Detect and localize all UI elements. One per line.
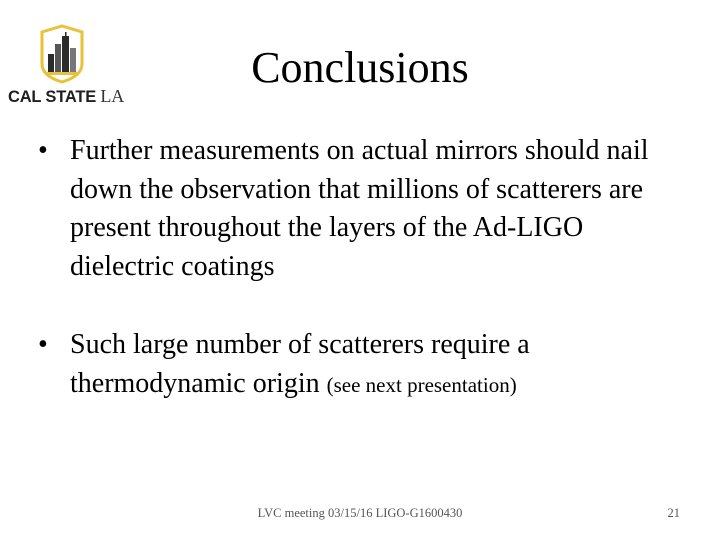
bullet-note: (see next presentation) — [326, 372, 517, 397]
logo-text-main: CAL STATE — [8, 88, 101, 106]
bullet-item — [38, 326, 688, 404]
bullet-item — [38, 132, 688, 286]
bullet-text: Further measurements on actual mirrors should nail down the observation that millions of scatterers are present throughout the layers of the Ad-LIGO dielectric coatings — [70, 135, 649, 282]
logo-wordmark — [8, 86, 125, 107]
page-number: 21 — [667, 506, 680, 520]
footer-text: LVC meeting 03/15/16 LIGO-G1600430 — [257, 506, 463, 520]
bullet-dot: • — [38, 135, 48, 166]
logo-text-suffix: LA — [100, 86, 125, 106]
bullet-list — [38, 132, 688, 404]
cal-state-la-logo — [8, 24, 125, 110]
skyline-emblem-icon — [36, 24, 88, 84]
bullet-dot: • — [38, 329, 48, 360]
bullet-text: Such large number of scatterers require a thermodynamic origin — [70, 329, 530, 399]
slide-title: Conclusions — [251, 43, 469, 92]
